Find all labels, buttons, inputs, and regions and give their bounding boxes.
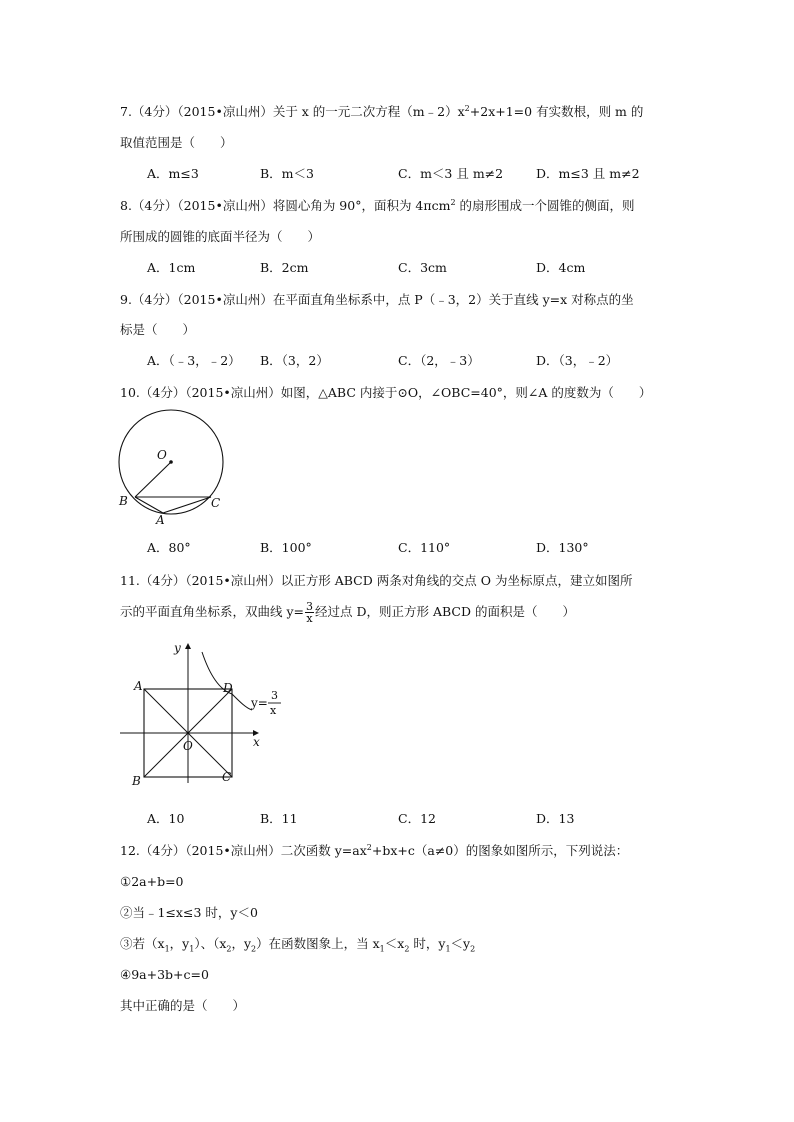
label-d: D (223, 681, 233, 695)
q11-option-a: A．10 (147, 811, 185, 826)
q10-stem-line1: 10.（4分）（2015•凉山州）如图，△ABC 内接于⊙O，∠OBC=40°，则∠A 的度数为（ ） (120, 385, 652, 400)
label-c: C (222, 770, 232, 784)
segment-ac (163, 497, 211, 513)
label-x: x (253, 735, 260, 749)
q10-option-d: D．130° (536, 540, 589, 555)
q10-option-b: B．100° (260, 540, 312, 555)
q10-circle-figure (110, 404, 250, 529)
label-a: A (134, 679, 143, 693)
hyperbola-fraction: $\frac{3}{x}$ (306, 600, 314, 625)
segment-ab (135, 497, 163, 513)
q9-option-c: C．（2，﹣3） (398, 353, 480, 368)
q7-stem-line1: 7.（4分）（2015•凉山州）关于 x 的一元二次方程$(m﹣2)x^2+2x+1=0$ 有实数根，则 m 的 (120, 103, 644, 119)
q8-stem-line2: 所围成的圆锥的底面半径为（ ） (120, 229, 321, 244)
q12-statement-3: ③若（$x_1$，$y_1$）、（$x_2$，$y_2$）在函数图象上，当 $x_1<x_2$ 时，$y_1<y_2$ (120, 936, 476, 954)
segment-ob (135, 462, 171, 497)
label-a: A (156, 513, 165, 527)
label-o: O (183, 739, 193, 753)
q9-stem-line2: 标是（ ） (120, 322, 196, 337)
q9-option-a: A．（﹣3，﹣2） (147, 353, 241, 368)
q10-option-c: C．110° (398, 540, 451, 555)
curve-label-den: x (270, 704, 277, 717)
q12-stem-line1: 12.（4分）（2015•凉山州）二次函数 $y=ax^2+bx+c(a\ne 0)$的图象如图所示，下列说法： (120, 842, 629, 858)
q7-option-a: A．m≤3 (147, 166, 199, 181)
q8-stem-line1: 8.（4分）（2015•凉山州）将圆心角为 90°，面积为 4πcm$^2$ 的扇形围成一个圆锥的侧面，则 (120, 197, 635, 213)
q11-option-c: C．12 (398, 811, 436, 826)
q11-stem-line2: 示的平面直角坐标系，双曲线 y= $\frac{3}{x}$ 经过点 D，则正方形 ABCD 的面积是（ ） (120, 600, 575, 625)
q8-option-b: B．2cm (260, 260, 309, 275)
q9-option-b: B．（3，2） (260, 353, 329, 368)
q11-stem-line1: 11.（4分）（2015•凉山州）以正方形 ABCD 两条对角线的交点 O 为坐标原点，建立如图所 (120, 573, 633, 588)
q7-option-d: D．m≤3 且 m≠2 (536, 166, 640, 181)
label-c: C (211, 496, 221, 510)
q12-statement-1: ①2a+b=0 (120, 874, 184, 889)
curve-label: y= (251, 696, 268, 710)
q9-option-d: D．（3，﹣2） (536, 353, 619, 368)
q7-option-b: B．m＜3 (260, 166, 314, 181)
q8-option-a: A．1cm (147, 260, 196, 275)
q12-statement-2: ②当﹣1≤x≤3 时，y＜0 (120, 905, 258, 920)
q7-stem-line2: 取值范围是（ ） (120, 135, 233, 150)
curve-label-num: 3 (271, 689, 278, 702)
label-o: O (157, 448, 167, 462)
q12-statement-4: ④9a+3b+c=0 (120, 967, 209, 982)
label-b: B (132, 774, 141, 788)
q7-option-c: C．m＜3 且 m≠2 (398, 166, 504, 181)
q8-option-c: C．3cm (398, 260, 447, 275)
q12-question-line: 其中正确的是（ ） (120, 998, 246, 1013)
q8-option-d: D．4cm (536, 260, 586, 275)
label-y: y (174, 641, 181, 655)
label-b: B (119, 494, 128, 508)
q11-option-d: D．13 (536, 811, 575, 826)
q11-square-figure (110, 638, 290, 788)
center-point-o (169, 460, 173, 464)
q11-option-b: B．11 (260, 811, 298, 826)
y-axis-arrow (185, 643, 191, 649)
q9-stem-line1: 9.（4分）（2015•凉山州）在平面直角坐标系中，点 P（﹣3，2）关于直线 y=x 对称点的坐 (120, 292, 634, 307)
q10-option-a: A．80° (147, 540, 191, 555)
